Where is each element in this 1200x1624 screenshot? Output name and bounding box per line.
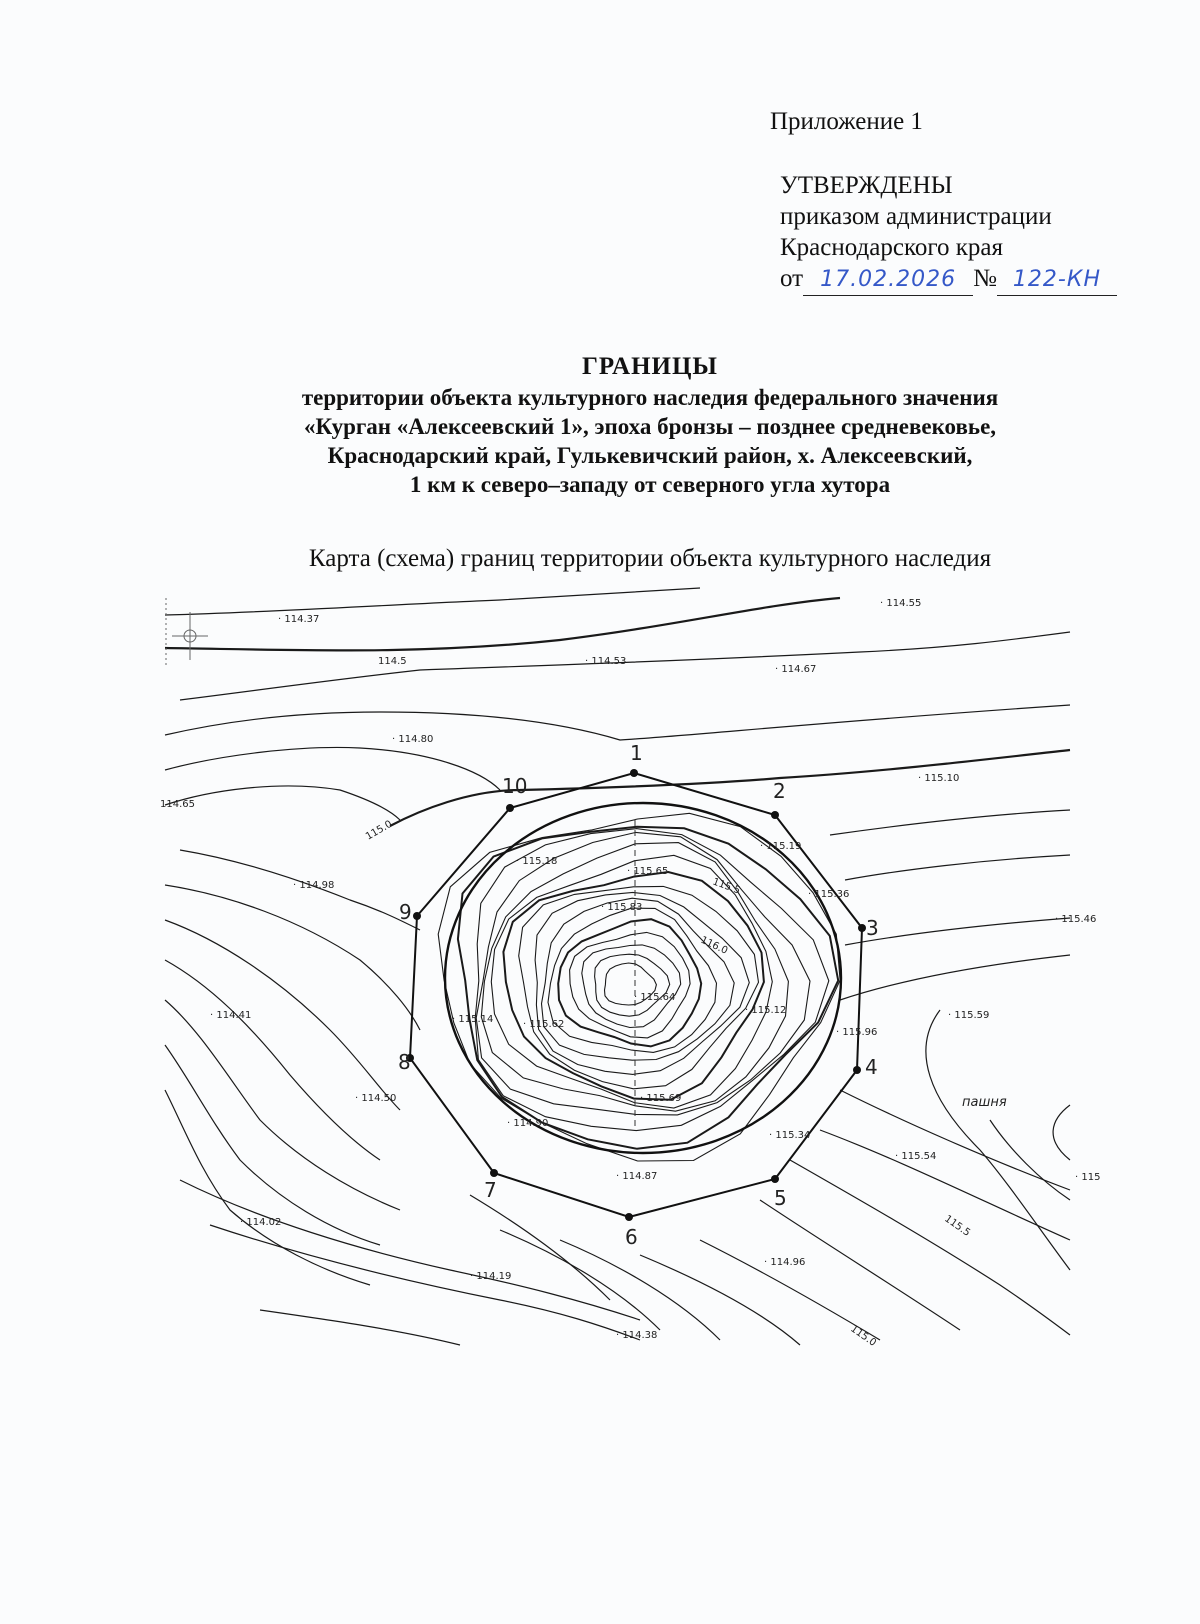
contour-line	[640, 1255, 800, 1345]
spot-height: · 114.41	[210, 1010, 252, 1021]
contour-value-label: 115.5	[942, 1213, 973, 1239]
contour-line	[830, 810, 1070, 835]
spot-height: · 115.18	[516, 856, 558, 867]
contour-line	[165, 1000, 400, 1210]
spot-height: · 114.02	[240, 1217, 282, 1228]
boundary-vertex	[413, 912, 421, 920]
contour-line	[845, 918, 1070, 945]
vertex-label: 8	[398, 1050, 411, 1074]
approved-label: УТВЕРЖДЕНЫ	[780, 172, 953, 199]
mound-contour	[570, 932, 691, 1038]
mound-contour	[582, 945, 681, 1028]
contour-value-label: 115.0	[364, 818, 395, 843]
boundary-vertex	[630, 769, 638, 777]
contour-line	[165, 747, 500, 790]
contour-line	[470, 1195, 610, 1300]
contour-line	[165, 786, 400, 820]
spot-height: · 114.98	[293, 880, 335, 891]
spot-height: · 115.64	[634, 992, 676, 1003]
contour-lines	[165, 588, 1070, 1345]
spot-height: · 114.90	[507, 1118, 549, 1129]
spot-height: · 114.37	[278, 614, 320, 625]
contour-value-label: 115.5	[710, 876, 742, 897]
number-value: 122-КН	[1012, 267, 1102, 292]
contour-line	[990, 1120, 1070, 1200]
vertex-label: 7	[484, 1178, 497, 1202]
title-line-4: 1 км к северо–западу от северного угла хутора	[409, 472, 891, 497]
spot-height: · 114.87	[616, 1171, 658, 1182]
contour-line	[840, 1090, 1070, 1190]
title-line-2: «Курган «Алексеевский 1», эпоха бронзы – позднее средневековье,	[303, 414, 997, 439]
title-line-1: территории объекта культурного наследия федерального значения	[301, 385, 999, 410]
spot-height: · 114.50	[355, 1093, 397, 1104]
spot-height: · 115.19	[760, 841, 802, 852]
number-prefix: №	[973, 265, 997, 292]
map-caption: Карта (схема) границ территории объекта культурного наследия	[308, 545, 992, 572]
contour-line	[165, 960, 380, 1160]
spot-height: · 115.83	[601, 902, 643, 913]
spot-height: · 115	[1075, 1172, 1101, 1183]
mound-contour	[519, 886, 759, 1088]
contour-line	[165, 1045, 380, 1245]
boundary-vertex	[858, 924, 866, 932]
spot-height: · 114.67	[775, 664, 817, 675]
spot-height: · 114.19	[470, 1271, 512, 1282]
spot-height: · 115.54	[895, 1151, 937, 1162]
boundary-vertex	[490, 1169, 498, 1177]
spot-height: · 114.55	[880, 598, 922, 609]
contour-value-label: 115.0	[848, 1323, 879, 1349]
contour-line	[165, 588, 700, 615]
spot-height: · 114.80	[392, 734, 434, 745]
appendix-label: Приложение 1	[770, 108, 923, 135]
spot-height: · 115.96	[836, 1027, 878, 1038]
order-line-2: Краснодарского края	[780, 234, 1003, 261]
boundary-vertex	[625, 1213, 633, 1221]
date-prefix: от	[780, 265, 804, 292]
north-arrow-icon	[166, 598, 208, 665]
vertex-label: 6	[625, 1225, 638, 1249]
spot-height: · 115.10	[918, 773, 960, 784]
vertex-label: 3	[866, 916, 879, 940]
contour-value-labels	[160, 656, 972, 1349]
title-heading: ГРАНИЦЫ	[582, 353, 718, 380]
contour-line	[165, 885, 420, 1030]
vertex-label: 5	[774, 1186, 787, 1210]
spot-height: · 115.34	[769, 1130, 811, 1141]
contour-line	[390, 750, 1070, 826]
vertex-label: 1	[630, 741, 643, 765]
boundary-vertex	[771, 1175, 779, 1183]
vertex-label: 10	[502, 774, 528, 798]
order-line-1: приказом администрации	[780, 203, 1052, 230]
land-label: пашня	[962, 1095, 1007, 1110]
spot-height: · 115.36	[808, 889, 850, 900]
boundary-vertex	[853, 1066, 861, 1074]
vertex-label: 2	[773, 779, 786, 803]
contour-line	[165, 705, 1070, 740]
spot-height: · 115.14	[452, 1014, 494, 1025]
contour-value-label: 114.5	[378, 656, 407, 667]
contour-value-label: 116.0	[698, 934, 730, 957]
vertex-label: 9	[399, 900, 412, 924]
vertex-label: 4	[865, 1055, 878, 1079]
contour-line	[180, 1180, 640, 1320]
spot-height: · 115.62	[523, 1019, 565, 1030]
contour-line	[1053, 1105, 1070, 1160]
boundary-vertex	[506, 804, 514, 812]
mound-contour	[548, 908, 717, 1052]
contour-line	[165, 920, 400, 1110]
spot-height: · 115.65	[627, 866, 669, 877]
spot-height: · 115.69	[640, 1093, 682, 1104]
spot-height: · 115.12	[745, 1005, 787, 1016]
title-line-3: Краснодарский край, Гулькевичский район, х. Алексеевский,	[327, 443, 973, 468]
contour-line	[845, 855, 1070, 880]
contour-value-label: 114.65	[160, 799, 195, 810]
spot-height: · 115.59	[948, 1010, 990, 1021]
contour-line	[165, 598, 840, 650]
spot-height: · 114.96	[764, 1257, 806, 1268]
date-value: 17.02.2026	[820, 267, 957, 292]
boundary-vertex	[771, 811, 779, 819]
spot-height: · 114.53	[585, 656, 627, 667]
spot-height: · 114.38	[616, 1330, 658, 1341]
contour-line	[840, 955, 1070, 1000]
contour-line	[260, 1310, 460, 1345]
spot-height: · 115.46	[1055, 914, 1097, 925]
